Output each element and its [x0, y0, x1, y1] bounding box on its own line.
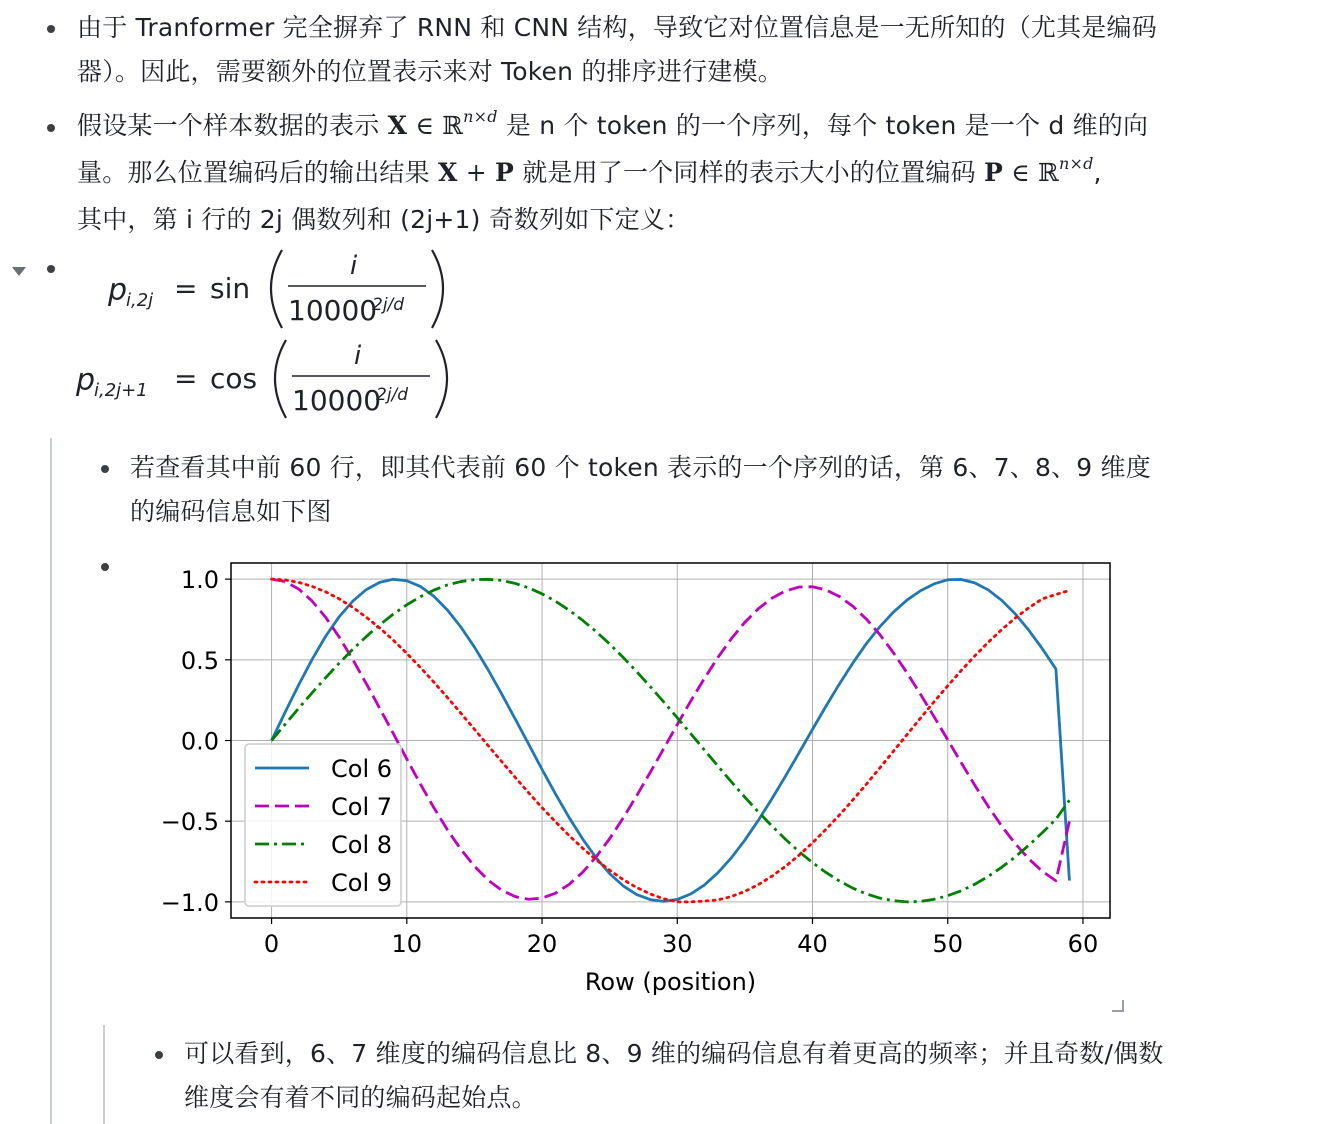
- paragraph-1: [77, 6, 1287, 94]
- legend-label: Col 9: [331, 869, 393, 897]
- math-sup: n×d: [1058, 154, 1094, 173]
- y-tick-label: 1.0: [180, 566, 219, 595]
- x-tick-label: 20: [526, 930, 558, 958]
- bullet-2: [47, 124, 55, 132]
- formula-2-rparen: [436, 340, 447, 418]
- bullet-6: [155, 1051, 163, 1059]
- resize-handle-icon[interactable]: [1112, 1000, 1124, 1012]
- formula-2-den-sup: 2j/d: [376, 385, 409, 405]
- collapse-arrow-icon[interactable]: [12, 267, 26, 276]
- text-segment: 假设某一个样本数据的表示: [77, 111, 380, 140]
- formula-2-den: 10000: [292, 384, 382, 417]
- legend-label: Col 8: [331, 831, 393, 859]
- formula-1-rparen: [432, 250, 443, 328]
- paragraph-1-line-2: 器）。因此，需要额外的位置表示来对 Token 的排序进行建模。: [77, 57, 783, 86]
- positional-encoding-chart: [140, 548, 1130, 1008]
- formula-1-fn: sin: [210, 272, 251, 305]
- x-tick-label: 0: [263, 930, 280, 958]
- bullet-4: [101, 465, 109, 473]
- y-tick-label: 0.5: [180, 646, 219, 675]
- paragraph-4: [184, 1032, 1294, 1120]
- x-tick-label: 60: [1067, 930, 1099, 958]
- text-segment: 是 n 个 token 的一个序列，每个 token 是一个 d 维的向: [505, 111, 1149, 140]
- y-tick-label: 0.0: [180, 727, 219, 756]
- formula-1-num: i: [350, 251, 358, 281]
- bullet-1: [47, 25, 55, 33]
- paragraph-2-line-3: 其中，第 i 行的 2j 偶数列和 (2j+1) 奇数列如下定义：: [77, 205, 691, 234]
- math-plus: +: [465, 158, 487, 187]
- math-X: X: [437, 158, 458, 187]
- formula-2-eq: =: [174, 362, 198, 395]
- math-X: X: [387, 111, 408, 140]
- formula-1-den-sup: 2j/d: [372, 295, 405, 315]
- formula-1-den: 10000: [288, 294, 378, 327]
- x-tick-label: 10: [391, 930, 423, 958]
- paragraph-4-line-2: 维度会有着不同的编码起始点。: [184, 1083, 537, 1112]
- formula-2-sub: i,2j+1: [94, 380, 148, 401]
- formula-2-num: i: [354, 341, 362, 371]
- paragraph-4-line-1: 可以看到，6、7 维度的编码信息比 8、9 维的编码信息有着更高的频率；并且奇数/偶数: [184, 1039, 1164, 1068]
- formula-2-p: p: [76, 363, 96, 398]
- formula-block: [60, 238, 480, 428]
- formula-1-p: p: [108, 273, 128, 308]
- text-segment: 就是用了一个同样的表示大小的位置编码: [522, 158, 976, 187]
- text-segment: 量。那么位置编码后的输出结果: [77, 158, 430, 187]
- x-axis-label: Row (position): [584, 968, 757, 996]
- formula-2-fn: cos: [210, 362, 258, 395]
- math-sup: n×d: [463, 107, 498, 126]
- paragraph-3-line-2: 的编码信息如下图: [130, 497, 332, 526]
- paragraph-2: [77, 104, 1297, 242]
- paragraph-3-line-1: 若查看其中前 60 行，即其代表前 60 个 token 表示的一个序列的话，第 6、7、8、9 维度: [130, 453, 1151, 482]
- y-tick-label: −1.0: [160, 888, 219, 917]
- math-P: P: [495, 158, 515, 187]
- nested-guide-line-2: [103, 1025, 105, 1124]
- paragraph-1-line-1: 由于 Tranformer 完全摒弃了 RNN 和 CNN 结构，导致它对位置信息是一无所知的（尤其是编码: [77, 13, 1157, 42]
- math-in-R: ∈ ℝ: [1011, 158, 1059, 187]
- legend-label: Col 6: [331, 755, 393, 783]
- bullet-3: [47, 265, 55, 273]
- text-segment: ,: [1093, 158, 1102, 187]
- math-P: P: [983, 158, 1003, 187]
- formula-1-eq: =: [174, 272, 198, 305]
- formula-2-lparen: [275, 340, 286, 418]
- paragraph-2-line-2: [77, 151, 1297, 198]
- formula-1-sub: i,2j: [126, 290, 154, 311]
- paragraph-3: [130, 446, 1300, 534]
- x-tick-label: 30: [661, 930, 693, 958]
- bullet-5: [101, 563, 109, 571]
- x-tick-label: 40: [797, 930, 828, 958]
- math-in-R: ∈ ℝ: [415, 111, 464, 140]
- y-tick-label: −0.5: [160, 808, 219, 837]
- nested-guide-line-1: [50, 438, 52, 1124]
- legend-label: Col 7: [331, 793, 393, 821]
- paragraph-2-line-1: [77, 104, 1297, 151]
- formula-1-lparen: [271, 250, 282, 328]
- x-tick-label: 50: [932, 930, 963, 958]
